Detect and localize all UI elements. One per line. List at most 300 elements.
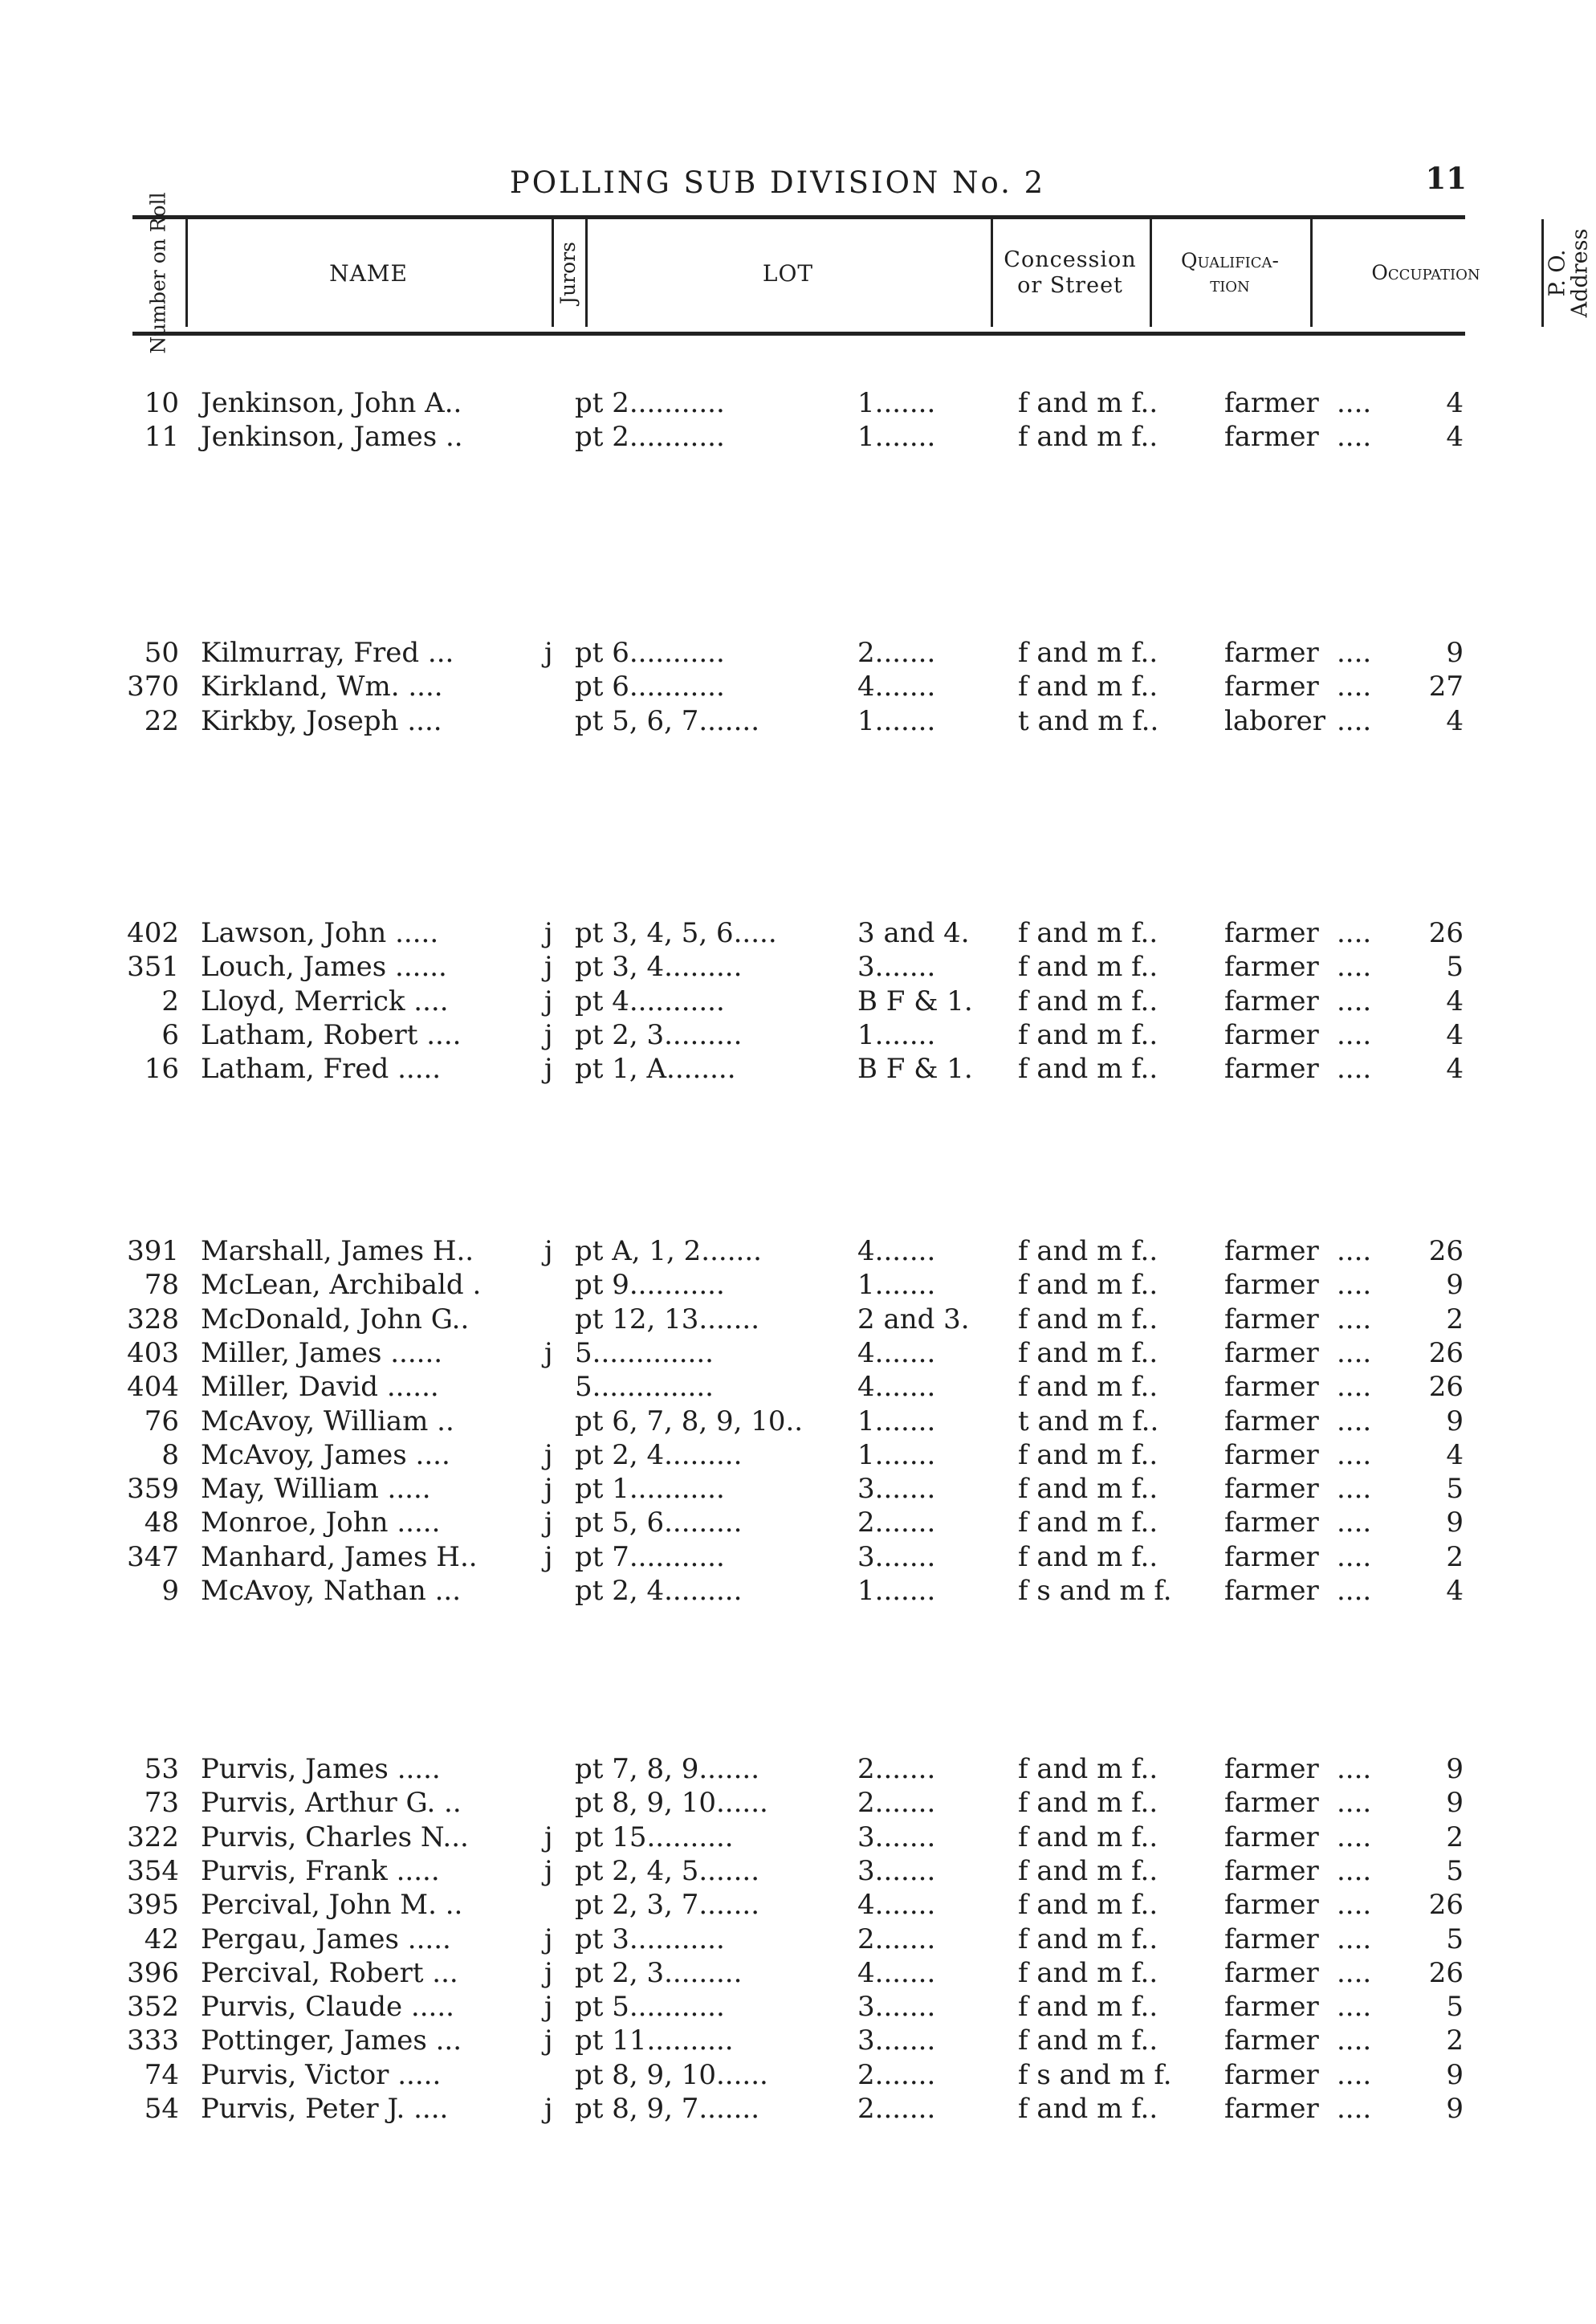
cell-occ: farmer (1224, 1854, 1319, 1887)
cell-occ: farmer (1224, 1438, 1319, 1471)
header-po-address: P. O. Address (1545, 228, 1592, 318)
cell-num: 333 (127, 2024, 179, 2057)
cell-occ: farmer (1224, 1235, 1319, 1267)
cell-dots: .... (1337, 1018, 1372, 1051)
cell-con: 1....... (857, 1575, 936, 1607)
cell-num: 78 (144, 1269, 179, 1302)
cell-occ: farmer (1224, 917, 1319, 949)
cell-qual: f and m f.. (1018, 671, 1158, 703)
cell-lot: pt 2, 3......... (575, 1956, 743, 1989)
cell-qual: f and m f.. (1018, 951, 1158, 984)
cell-num: 395 (127, 1889, 179, 1922)
table-row (0, 2093, 1555, 2126)
cell-occ: farmer (1224, 2024, 1319, 2057)
cell-qual: f and m f.. (1018, 387, 1158, 419)
cell-dots: .... (1337, 1956, 1372, 1989)
cell-po: 9 (1446, 637, 1464, 669)
cell-con: B F & 1. (857, 985, 973, 1017)
cell-num: 396 (127, 1956, 179, 1989)
cell-po: 5 (1446, 1854, 1464, 1887)
cell-con: 3....... (857, 1991, 936, 2024)
cell-lot: pt 1........... (575, 1473, 725, 1506)
cell-juror: j (544, 2093, 553, 2125)
cell-po: 26 (1428, 1956, 1464, 1989)
cell-con: 4....... (857, 1336, 936, 1369)
cell-dots: .... (1337, 1889, 1372, 1922)
cell-occ: farmer (1224, 1922, 1319, 1955)
cell-occ: farmer (1224, 1053, 1319, 1086)
cell-num: 354 (127, 1854, 179, 1887)
cell-dots: .... (1337, 1753, 1372, 1785)
cell-po: 26 (1428, 1371, 1464, 1404)
cell-con: 2....... (857, 1922, 936, 1955)
cell-dots: .... (1337, 1787, 1372, 1820)
cell-num: 6 (161, 1018, 179, 1051)
cell-lot: pt 6........... (575, 637, 725, 669)
cell-dots: .... (1337, 637, 1372, 669)
table-row (0, 917, 1555, 951)
cell-lot: pt A, 1, 2....... (575, 1235, 762, 1267)
cell-num: 53 (144, 1753, 179, 1785)
cell-lot: pt 7........... (575, 1540, 725, 1573)
cell-con: 2....... (857, 2093, 936, 2125)
cell-num: 391 (127, 1235, 179, 1267)
cell-po: 2 (1446, 1540, 1464, 1573)
cell-qual: f and m f.. (1018, 1854, 1158, 1887)
cell-name: Pottinger, James ... (201, 2024, 462, 2057)
cell-con: 2....... (857, 2058, 936, 2091)
cell-occ: farmer (1224, 1787, 1319, 1820)
cell-po: 9 (1446, 1405, 1464, 1437)
cell-qual: t and m f.. (1018, 1405, 1159, 1437)
cell-name: Jenkinson, John A.. (201, 387, 462, 419)
table-row (0, 1889, 1555, 1922)
cell-po: 9 (1446, 2058, 1464, 2091)
header-occupation: Occupation (1371, 261, 1480, 284)
cell-qual: f and m f.. (1018, 421, 1158, 454)
cell-lot: pt 3........... (575, 1922, 725, 1955)
cell-qual: f s and m f. (1018, 2058, 1172, 2091)
cell-num: 402 (127, 917, 179, 949)
cell-dots: .... (1337, 1438, 1372, 1471)
cell-occ: farmer (1224, 637, 1319, 669)
cell-name: Percival, Robert ... (201, 1956, 458, 1989)
cell-qual: f and m f.. (1018, 1053, 1158, 1086)
cell-qual: f and m f.. (1018, 1336, 1158, 1369)
cell-con: 3....... (857, 1854, 936, 1887)
cell-con: 2....... (857, 1507, 936, 1539)
table-row (0, 387, 1555, 421)
cell-dots: .... (1337, 1053, 1372, 1086)
cell-con: 1....... (857, 704, 936, 737)
cell-juror: j (544, 2024, 553, 2057)
cell-con: 1....... (857, 1269, 936, 1302)
cell-lot: pt 8, 9, 10...... (575, 1787, 768, 1820)
table-row (0, 1371, 1555, 1405)
cell-juror: j (544, 1053, 553, 1086)
cell-qual: f and m f.. (1018, 1507, 1158, 1539)
cell-name: Purvis, Charles N... (201, 1820, 469, 1853)
table-row (0, 671, 1555, 704)
cell-po: 5 (1446, 1922, 1464, 1955)
table-row (0, 1337, 1555, 1371)
cell-num: 16 (144, 1053, 179, 1086)
cell-po: 2 (1446, 1820, 1464, 1853)
cell-dots: .... (1337, 985, 1372, 1017)
cell-po: 5 (1446, 951, 1464, 984)
cell-occ: farmer (1224, 421, 1319, 454)
cell-qual: f and m f.. (1018, 2093, 1158, 2125)
cell-name: Latham, Robert .... (201, 1018, 462, 1051)
cell-lot: pt 5, 6, 7....... (575, 704, 760, 737)
cell-lot: pt 8, 9, 10...... (575, 2058, 768, 2091)
cell-name: McDonald, John G.. (201, 1303, 470, 1335)
page-number: 11 (1425, 161, 1467, 196)
cell-qual: f and m f.. (1018, 1371, 1158, 1404)
cell-lot: pt 11.......... (575, 2024, 734, 2057)
cell-num: 403 (127, 1336, 179, 1369)
cell-num: 11 (144, 421, 179, 454)
cell-occ: farmer (1224, 1507, 1319, 1539)
cell-qual: f and m f.. (1018, 1438, 1158, 1471)
cell-name: Jenkinson, James .. (201, 421, 463, 454)
cell-con: 4....... (857, 1371, 936, 1404)
cell-occ: farmer (1224, 1269, 1319, 1302)
cell-num: 404 (127, 1371, 179, 1404)
cell-occ: farmer (1224, 1991, 1319, 2024)
cell-juror: j (544, 1235, 553, 1267)
cell-po: 27 (1428, 671, 1464, 703)
cell-occ: farmer (1224, 1018, 1319, 1051)
cell-lot: pt 2........... (575, 421, 725, 454)
cell-po: 9 (1446, 1269, 1464, 1302)
cell-dots: .... (1337, 1336, 1372, 1369)
cell-name: Purvis, Frank ..... (201, 1854, 440, 1887)
cell-dots: .... (1337, 421, 1372, 454)
cell-con: 4....... (857, 1235, 936, 1267)
cell-qual: f and m f.. (1018, 1889, 1158, 1922)
cell-occ: farmer (1224, 1820, 1319, 1853)
cell-name: Kilmurray, Fred ... (201, 637, 454, 669)
cell-num: 48 (144, 1507, 179, 1539)
cell-lot: pt 3, 4, 5, 6..... (575, 917, 777, 949)
cell-po: 9 (1446, 1507, 1464, 1539)
page-title: POLLING SUB DIVISION No. 2 (509, 165, 1046, 200)
cell-num: 74 (144, 2058, 179, 2091)
cell-dots: .... (1337, 1540, 1372, 1573)
cell-con: B F & 1. (857, 1053, 973, 1086)
cell-occ: laborer (1224, 704, 1326, 737)
cell-occ: farmer (1224, 1371, 1319, 1404)
cell-num: 359 (127, 1473, 179, 1506)
cell-name: Lloyd, Merrick .... (201, 985, 449, 1017)
table-row (0, 1821, 1555, 1855)
cell-po: 4 (1446, 1053, 1464, 1086)
cell-juror: j (544, 1854, 553, 1887)
cell-lot: pt 4........... (575, 985, 725, 1017)
cell-name: Purvis, Arthur G. .. (201, 1787, 462, 1820)
cell-occ: farmer (1224, 1956, 1319, 1989)
cell-juror: j (544, 1336, 553, 1369)
cell-qual: f and m f.. (1018, 2024, 1158, 2057)
cell-lot: pt 5........... (575, 1991, 725, 2024)
cell-qual: f and m f.. (1018, 1956, 1158, 1989)
cell-occ: farmer (1224, 671, 1319, 703)
cell-occ: farmer (1224, 1336, 1319, 1369)
cell-juror: j (544, 1018, 553, 1051)
cell-po: 4 (1446, 704, 1464, 737)
cell-qual: f and m f.. (1018, 1820, 1158, 1853)
cell-lot: pt 6, 7, 8, 9, 10.. (575, 1405, 804, 1437)
cell-num: 50 (144, 637, 179, 669)
cell-dots: .... (1337, 1991, 1372, 2024)
table-row (0, 1991, 1555, 2024)
cell-occ: farmer (1224, 1575, 1319, 1607)
cell-dots: .... (1337, 1922, 1372, 1955)
cell-po: 9 (1446, 1787, 1464, 1820)
header-number-label: Number on Roll (147, 192, 170, 354)
cell-po: 2 (1446, 2024, 1464, 2057)
table-row (0, 1575, 1555, 1608)
cell-num: 76 (144, 1405, 179, 1437)
cell-dots: .... (1337, 2024, 1372, 2057)
cell-num: 347 (127, 1540, 179, 1573)
cell-lot: pt 2, 4......... (575, 1575, 743, 1607)
cell-num: 42 (144, 1922, 179, 1955)
cell-name: Purvis, Victor ..... (201, 2058, 442, 2091)
cell-con: 1....... (857, 387, 936, 419)
table-row (0, 985, 1555, 1019)
cell-lot: pt 8, 9, 7....... (575, 2093, 760, 2125)
cell-con: 4....... (857, 1956, 936, 1989)
cell-juror: j (544, 1922, 553, 1955)
cell-name: Lawson, John ..... (201, 917, 439, 949)
cell-po: 4 (1446, 1575, 1464, 1607)
cell-name: Latham, Fred ..... (201, 1053, 442, 1086)
cell-name: Manhard, James H.. (201, 1540, 478, 1573)
cell-name: McAvoy, Nathan ... (201, 1575, 461, 1607)
cell-lot: 5.............. (575, 1371, 714, 1404)
cell-qual: f s and m f. (1018, 1575, 1172, 1607)
cell-po: 9 (1446, 2093, 1464, 2125)
cell-dots: .... (1337, 1235, 1372, 1267)
cell-po: 5 (1446, 1473, 1464, 1506)
cell-po: 4 (1446, 387, 1464, 419)
cell-con: 1....... (857, 1405, 936, 1437)
cell-dots: .... (1337, 2093, 1372, 2125)
cell-juror: j (544, 1507, 553, 1539)
cell-con: 3....... (857, 1540, 936, 1573)
cell-name: Miller, David ...... (201, 1371, 439, 1404)
cell-name: Marshall, James H.. (201, 1235, 474, 1267)
cell-num: 2 (161, 985, 179, 1017)
table-row (0, 1541, 1555, 1575)
cell-name: May, William ..... (201, 1473, 431, 1506)
table-row (0, 1303, 1555, 1337)
cell-po: 4 (1446, 1438, 1464, 1471)
cell-num: 9 (161, 1575, 179, 1607)
cell-num: 322 (127, 1820, 179, 1853)
cell-occ: farmer (1224, 1473, 1319, 1506)
cell-qual: f and m f.. (1018, 1787, 1158, 1820)
cell-dots: .... (1337, 1854, 1372, 1887)
header-jurors: Jurors (556, 242, 580, 304)
cell-juror: j (544, 951, 553, 984)
cell-lot: pt 2, 3, 7....... (575, 1889, 760, 1922)
cell-qual: f and m f.. (1018, 985, 1158, 1017)
cell-lot: pt 5, 6......... (575, 1507, 743, 1539)
cell-num: 352 (127, 1991, 179, 2024)
cell-juror: j (544, 1473, 553, 1506)
cell-con: 1....... (857, 1438, 936, 1471)
cell-po: 26 (1428, 1336, 1464, 1369)
cell-juror: j (544, 1438, 553, 1471)
cell-name: Purvis, Claude ..... (201, 1991, 454, 2024)
cell-con: 3....... (857, 1820, 936, 1853)
cell-occ: farmer (1224, 387, 1319, 419)
cell-dots: .... (1337, 1269, 1372, 1302)
cell-dots: .... (1337, 1303, 1372, 1335)
cell-juror: j (544, 985, 553, 1017)
table-row (0, 1957, 1555, 1991)
cell-po: 26 (1428, 1235, 1464, 1267)
cell-con: 3....... (857, 951, 936, 984)
cell-lot: 5.............. (575, 1336, 714, 1369)
cell-occ: farmer (1224, 985, 1319, 1017)
cell-con: 3....... (857, 2024, 936, 2057)
cell-lot: pt 2, 3......... (575, 1018, 743, 1051)
cell-dots: .... (1337, 917, 1372, 949)
cell-con: 2....... (857, 1787, 936, 1820)
cell-occ: farmer (1224, 1753, 1319, 1785)
cell-name: McLean, Archibald . (201, 1269, 482, 1302)
cell-occ: farmer (1224, 2093, 1319, 2125)
header-concession: Concession or Street (1004, 247, 1137, 298)
cell-dots: .... (1337, 1575, 1372, 1607)
cell-con: 2....... (857, 1753, 936, 1785)
cell-lot: pt 2, 4, 5....... (575, 1854, 760, 1887)
cell-num: 22 (144, 704, 179, 737)
cell-name: Louch, James ...... (201, 951, 447, 984)
cell-num: 10 (144, 387, 179, 419)
cell-occ: farmer (1224, 1540, 1319, 1573)
cell-qual: f and m f.. (1018, 1922, 1158, 1955)
table-row (0, 637, 1555, 671)
cell-num: 351 (127, 951, 179, 984)
table-row (0, 1439, 1555, 1473)
cell-qual: f and m f.. (1018, 1540, 1158, 1573)
cell-juror: j (544, 917, 553, 949)
cell-name: Miller, James ...... (201, 1336, 443, 1369)
cell-qual: f and m f.. (1018, 1753, 1158, 1785)
cell-lot: pt 1, A........ (575, 1053, 736, 1086)
table-row (0, 1235, 1555, 1269)
cell-num: 73 (144, 1787, 179, 1820)
cell-num: 328 (127, 1303, 179, 1335)
table-row (0, 1053, 1555, 1087)
cell-dots: .... (1337, 1820, 1372, 1853)
cell-juror: j (544, 1820, 553, 1853)
cell-qual: t and m f.. (1018, 704, 1159, 737)
table-row (0, 951, 1555, 985)
cell-dots: .... (1337, 1405, 1372, 1437)
table-row (0, 1473, 1555, 1507)
cell-num: 8 (161, 1438, 179, 1471)
table-row (0, 2059, 1555, 2093)
cell-qual: f and m f.. (1018, 1303, 1158, 1335)
cell-name: McAvoy, William .. (201, 1405, 454, 1437)
cell-dots: .... (1337, 1371, 1372, 1404)
cell-lot: pt 3, 4......... (575, 951, 743, 984)
cell-juror: j (544, 637, 553, 669)
cell-qual: f and m f.. (1018, 1991, 1158, 2024)
cell-juror: j (544, 1540, 553, 1573)
cell-con: 3 and 4. (857, 917, 970, 949)
cell-po: 2 (1446, 1303, 1464, 1335)
cell-con: 2 and 3. (857, 1303, 970, 1335)
cell-qual: f and m f.. (1018, 1473, 1158, 1506)
table-row (0, 1507, 1555, 1540)
cell-name: Percival, John M. .. (201, 1889, 463, 1922)
cell-con: 3....... (857, 1473, 936, 1506)
table-row (0, 1405, 1555, 1439)
column-header (132, 192, 1592, 354)
cell-po: 4 (1446, 1018, 1464, 1051)
cell-dots: .... (1337, 951, 1372, 984)
cell-qual: f and m f.. (1018, 1269, 1158, 1302)
table-row (0, 1787, 1555, 1820)
cell-occ: farmer (1224, 1889, 1319, 1922)
cell-name: Purvis, Peter J. .... (201, 2093, 449, 2125)
cell-lot: pt 6........... (575, 671, 725, 703)
table-row (0, 1923, 1555, 1957)
cell-num: 370 (127, 671, 179, 703)
cell-juror: j (544, 1956, 553, 1989)
cell-lot: pt 15.......... (575, 1820, 734, 1853)
cell-name: Kirkby, Joseph .... (201, 704, 442, 737)
cell-name: McAvoy, James .... (201, 1438, 450, 1471)
cell-lot: pt 2, 4......... (575, 1438, 743, 1471)
table-row (0, 705, 1555, 739)
header-lot: LOT (762, 259, 814, 287)
cell-dots: .... (1337, 1473, 1372, 1506)
cell-po: 4 (1446, 421, 1464, 454)
cell-name: Monroe, John ..... (201, 1507, 441, 1539)
cell-name: Kirkland, Wm. .... (201, 671, 443, 703)
cell-qual: f and m f.. (1018, 637, 1158, 669)
cell-qual: f and m f.. (1018, 917, 1158, 949)
cell-qual: f and m f.. (1018, 1235, 1158, 1267)
cell-dots: .... (1337, 704, 1372, 737)
cell-con: 4....... (857, 671, 936, 703)
cell-occ: farmer (1224, 1303, 1319, 1335)
cell-num: 54 (144, 2093, 179, 2125)
header-number (132, 192, 185, 354)
cell-occ: farmer (1224, 2058, 1319, 2091)
table-row (0, 2024, 1555, 2058)
cell-juror: j (544, 1991, 553, 2024)
cell-qual: f and m f.. (1018, 1018, 1158, 1051)
cell-lot: pt 7, 8, 9....... (575, 1753, 760, 1785)
cell-dots: .... (1337, 671, 1372, 703)
header-name: NAME (329, 259, 408, 287)
table-row (0, 1753, 1555, 1787)
cell-name: Pergau, James ..... (201, 1922, 451, 1955)
cell-occ: farmer (1224, 951, 1319, 984)
cell-name: Purvis, James ..... (201, 1753, 441, 1785)
cell-lot: pt 12, 13....... (575, 1303, 760, 1335)
cell-con: 1....... (857, 1018, 936, 1051)
